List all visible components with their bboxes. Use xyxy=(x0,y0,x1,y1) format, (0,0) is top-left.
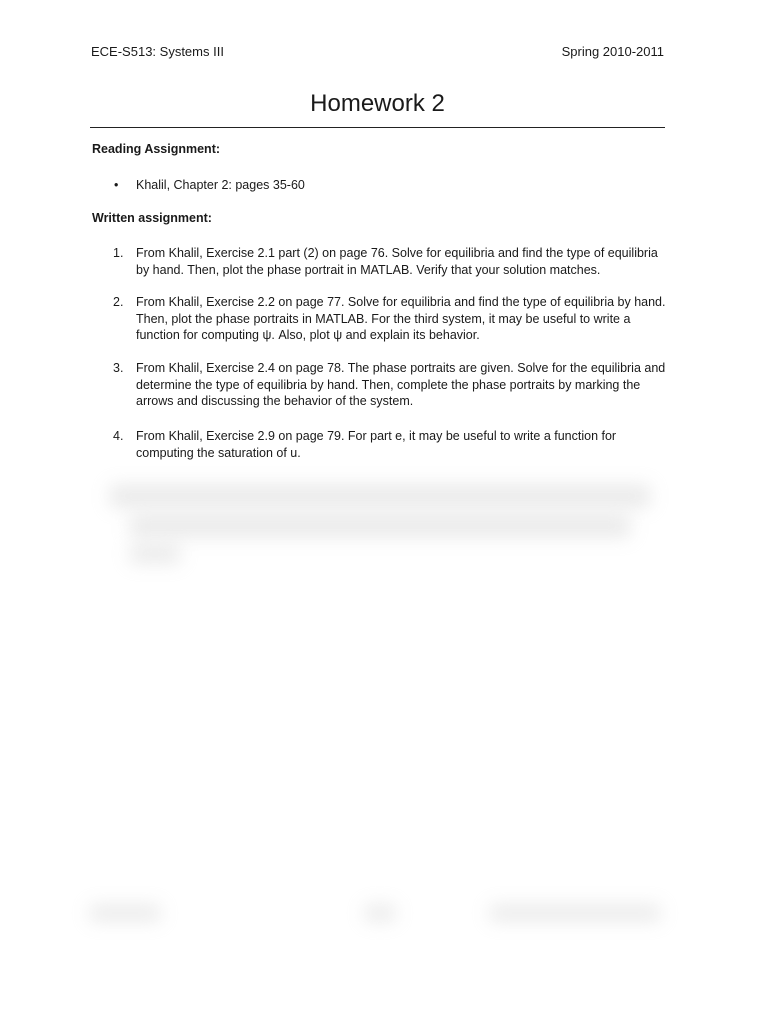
term-header: Spring 2010-2011 xyxy=(561,44,664,59)
reading-list-item xyxy=(114,178,305,192)
blurred-footer-right xyxy=(490,905,660,921)
exercise-item xyxy=(113,294,673,344)
exercise-number: 1. xyxy=(113,246,124,260)
exercise-item xyxy=(113,428,673,461)
page-title: Homework 2 xyxy=(310,90,445,117)
exercise-item xyxy=(113,245,673,278)
blurred-content xyxy=(130,515,630,537)
reading-assignment-heading: Reading Assignment: xyxy=(92,142,221,156)
exercise-text: From Khalil, Exercise 2.4 on page 78. The phase portraits are given. Solve for the equilibria and determine the type of equilibria by hand. Then, complete the phase portraits by marking the arrows and discussing the behavior of the system. xyxy=(136,361,666,408)
exercise-text: From Khalil, Exercise 2.1 part (2) on page 76. Solve for equilibria and find the type of equilibria by hand. Then, plot the phase portrait in MATLAB. Verify that your solution matches. xyxy=(136,246,658,277)
exercise-number: 4. xyxy=(113,429,124,443)
bullet-icon: • xyxy=(114,178,119,192)
reading-item-text: Khalil, Chapter 2: pages 35-60 xyxy=(136,178,305,192)
exercise-text: From Khalil, Exercise 2.2 on page 77. Solve for equilibria and find the type of equilibria by hand. Then, plot the phase portraits in MATLAB. For the third system, it may be useful to write a function for computing ψ. Also, plot ψ and explain its behavior. xyxy=(136,295,666,342)
exercise-item xyxy=(113,360,673,410)
blurred-content xyxy=(110,485,650,507)
exercise-number: 3. xyxy=(113,361,124,375)
blurred-footer-center xyxy=(365,905,395,921)
blurred-footer-left xyxy=(90,905,160,921)
exercise-text: From Khalil, Exercise 2.9 on page 79. For part e, it may be useful to write a function for computing the saturation of u. xyxy=(136,429,617,460)
written-assignment-heading: Written assignment: xyxy=(92,211,212,225)
exercise-number: 2. xyxy=(113,295,124,309)
blurred-content xyxy=(130,545,180,563)
course-header: ECE-S513: Systems III xyxy=(91,44,224,59)
title-divider xyxy=(90,127,665,128)
